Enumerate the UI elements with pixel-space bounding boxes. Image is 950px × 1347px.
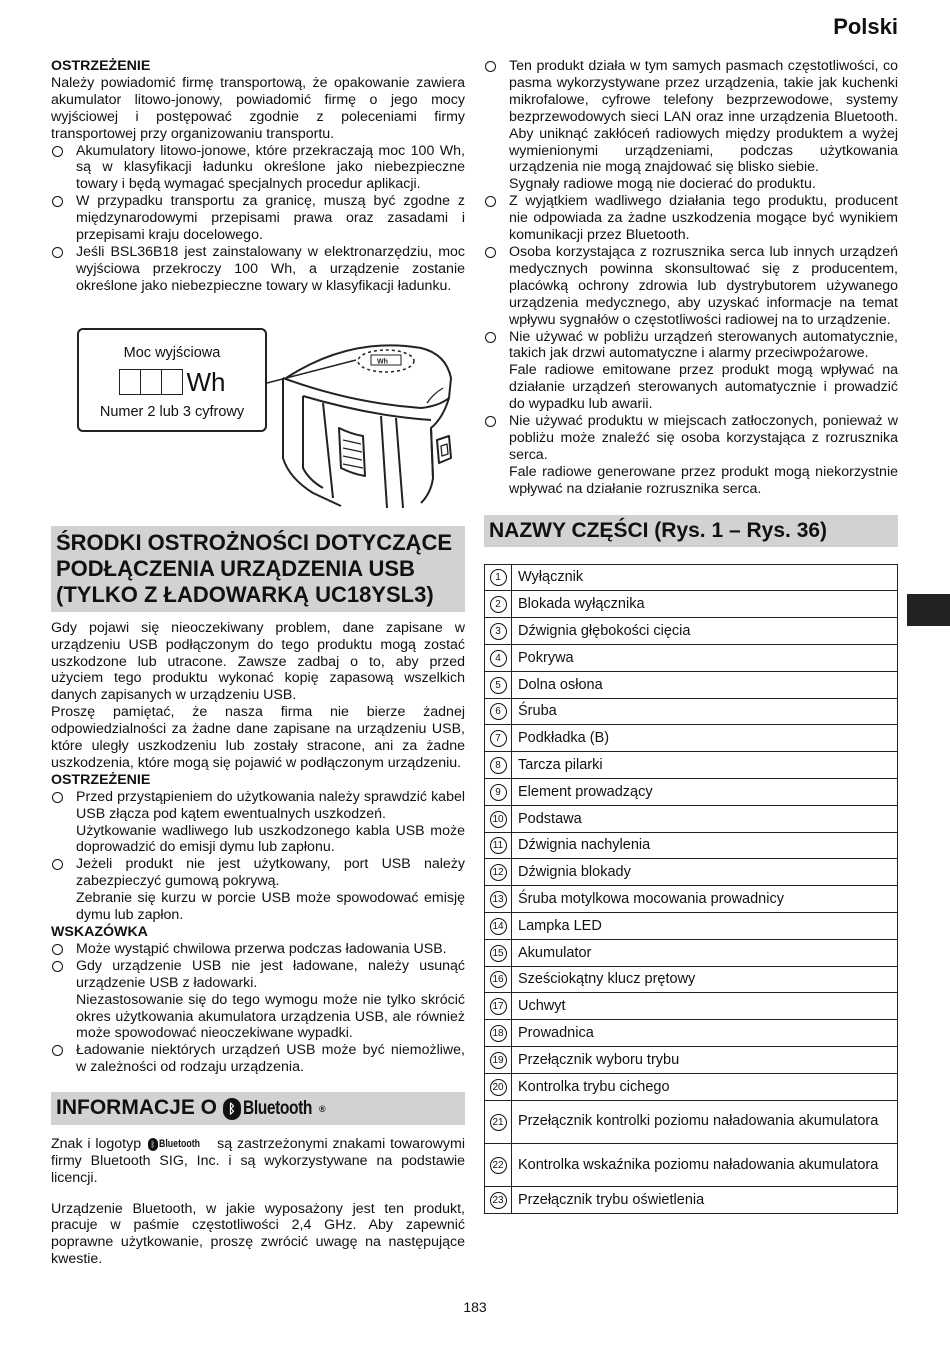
warning-intro: Należy powiadomić firmę transportową, że opakowanie zawiera akumulator litowo-jonowy, powiadomić firmę o jego mocy wyjściowej i postępować zgodnie z poleceniami firmy transportowej przy organizowaniu transportu. bbox=[51, 74, 465, 142]
usb-warning-title: OSTRZEŻENIE bbox=[51, 771, 151, 788]
bluetooth-logo-word: Bluetooth bbox=[242, 1097, 312, 1119]
bluetooth-icon: ᛒ bbox=[223, 1098, 241, 1120]
part-name: Blokada wyłącznika bbox=[512, 591, 898, 618]
table-row bbox=[485, 564, 898, 591]
battery-wh-mark-text: Wh bbox=[377, 358, 388, 366]
part-name: Przełącznik wyboru trybu bbox=[512, 1046, 898, 1073]
callout-caption: Numer 2 lub 3 cyfrowy bbox=[99, 403, 245, 420]
part-name: Prowadnica bbox=[512, 1020, 898, 1047]
part-number: 2 bbox=[490, 596, 507, 613]
language-label: Polski bbox=[833, 14, 898, 39]
bluetooth-inline-logo bbox=[148, 1136, 210, 1153]
usb-heading-line: PODŁĄCZENIA URZĄDZENIA USB bbox=[56, 555, 415, 581]
bluetooth-paragraph: Urządzenie Bluetooth, w jakie wyposażony jest ten produkt, pracuje w paśmie częstotliwości 2,4 GHz. Aby zapewnić poprawne użytkowanie, proszę zwrócić uwagę na następujące kwestie. bbox=[51, 1200, 465, 1268]
part-number: 11 bbox=[490, 837, 507, 854]
part-name: Kontrolka trybu cichego bbox=[512, 1073, 898, 1100]
digit-box bbox=[140, 369, 162, 395]
bluetooth-logo-word: Bluetooth bbox=[158, 1137, 201, 1150]
part-number: 14 bbox=[490, 918, 507, 935]
parts-section-heading: NAZWY CZĘŚCI (Rys. 1 – Rys. 36) bbox=[484, 515, 898, 547]
part-number-cell bbox=[485, 859, 512, 886]
table-row bbox=[485, 832, 898, 859]
table-row bbox=[485, 1100, 898, 1143]
battery-figure bbox=[51, 308, 465, 514]
table-row bbox=[485, 966, 898, 993]
part-number-cell bbox=[485, 832, 512, 859]
usb-warning-detail: Zebranie się kurzu w porcie USB może spowodować emisję dymu lub zapłon. bbox=[76, 890, 465, 924]
part-name: Sześciokątny klucz prętowy bbox=[512, 966, 898, 993]
bluetooth-bullet-detail: Sygnały radiowe mogą nie docierać do produktu. bbox=[509, 176, 816, 193]
part-number: 22 bbox=[490, 1157, 507, 1174]
table-row bbox=[485, 859, 898, 886]
warning-title: OSTRZEŻENIE bbox=[51, 58, 151, 74]
part-number-cell bbox=[485, 1020, 512, 1047]
part-name: Kontrolka wskaźnika poziomu naładowania akumulatora bbox=[512, 1143, 898, 1186]
page-number: 183 bbox=[463, 1299, 487, 1315]
part-number: 9 bbox=[490, 784, 507, 801]
battery-wh-mark bbox=[371, 355, 401, 366]
part-number-cell bbox=[485, 752, 512, 779]
part-name: Przełącznik trybu oświetlenia bbox=[512, 1187, 898, 1214]
part-name: Dźwignia nachylenia bbox=[512, 832, 898, 859]
part-number-cell bbox=[485, 725, 512, 752]
part-number: 17 bbox=[490, 998, 507, 1015]
part-number-cell bbox=[485, 1187, 512, 1214]
left-column bbox=[51, 58, 465, 1268]
part-name: Dolna osłona bbox=[512, 671, 898, 698]
table-row bbox=[485, 886, 898, 913]
bluetooth-section-heading bbox=[51, 1092, 465, 1124]
usb-note-title: WSKAZÓWKA bbox=[51, 924, 148, 940]
part-number: 6 bbox=[490, 703, 507, 720]
part-number-cell bbox=[485, 1100, 512, 1143]
table-row bbox=[485, 939, 898, 966]
bluetooth-paragraph bbox=[51, 1136, 465, 1187]
table-row bbox=[485, 671, 898, 698]
digit-box bbox=[161, 369, 183, 395]
digit-box bbox=[119, 369, 141, 395]
part-number: 12 bbox=[490, 864, 507, 881]
warning-bullet: W przypadku transportu za granicę, muszą być zgodne z międzynarodowymi przepisami prawa oraz zasadami i przepisami kraju docelowego. bbox=[51, 193, 465, 244]
part-number-cell bbox=[485, 939, 512, 966]
bluetooth-bullet: Ten produkt działa w tym samych pasmach częstotliwości, co pasma wykorzystywane przez urządzenia, takie jak kuchenki mikrofalowe, cyfrowe telefony bezprzewodowe, systemy bezprzewodowych sieci LAN oraz inne urządzenia Bluetooth. Aby uniknąć zakłóceń radiowych między produktem a wyżej wymienionymi urządzeniami, podczas użytkowania urządzenia nie mogą znajdować się blisko siebie. bbox=[484, 58, 898, 176]
part-name: Przełącznik kontrolki poziomu naładowania akumulatora bbox=[512, 1100, 898, 1143]
wh-digit-boxes bbox=[79, 368, 265, 396]
part-number: 8 bbox=[490, 757, 507, 774]
part-name: Tarcza pilarki bbox=[512, 752, 898, 779]
bluetooth-bullet: Nie używać w pobliżu urządzeń sterowanych automatycznie, takich jak drzwi automatyczne i alarmy przeciwpożarowe. bbox=[484, 329, 898, 363]
bluetooth-text: są zastrzeżonymi znakami towarowymi firmy Bluetooth SIG, Inc. i są wykorzystywane na podstawie licencji. bbox=[51, 1135, 465, 1186]
bluetooth-bullet: Nie używać produktu w miejscach zatłoczonych, ponieważ w pobliżu może znaleźć się osoba korzystająca z rozrusznika serca. bbox=[484, 413, 898, 464]
usb-note-detail: Niezastosowanie się do tego wymogu może nie tylko skrócić okres użytkowania akumulatora urządzenia USB, ale również może spowodować nieoczekiwane wypadki. bbox=[76, 991, 465, 1042]
bluetooth-text: Znak i logotyp bbox=[51, 1135, 142, 1152]
part-number: 3 bbox=[490, 623, 507, 640]
part-name: Pokrywa bbox=[512, 644, 898, 671]
parts-table bbox=[484, 564, 898, 1215]
table-row bbox=[485, 752, 898, 779]
part-name: Śruba bbox=[512, 698, 898, 725]
usb-warning-bullet: Przed przystąpieniem do użytkowania należy sprawdzić kabel USB złącza pod kątem ewentualnych uszkodzeń. bbox=[51, 789, 465, 823]
bluetooth-bullet: Osoba korzystająca z rozrusznika serca lub innych urządzeń medycznych powinna skonsultować się z producentem, placówką ochrony zdrowia lub dystrybutorem używanego urządzenia medycznego, aby uzyskać informacje na temat wpływu sygnałów o częstotliwości radiowej na to urządzenie. bbox=[484, 244, 898, 329]
part-name: Akumulator bbox=[512, 939, 898, 966]
part-number-cell bbox=[485, 912, 512, 939]
usb-note-bullet: Ładowanie niektórych urządzeń USB może być niemożliwe, w zależności od rodzaju urządzenia. bbox=[51, 1042, 465, 1076]
usb-section-heading bbox=[51, 526, 465, 612]
part-name: Lampka LED bbox=[512, 912, 898, 939]
bluetooth-bullet-detail: Fale radiowe generowane przez produkt mogą niekorzystnie wpływać na działanie rozrusznika serca. bbox=[509, 463, 898, 497]
part-number-cell bbox=[485, 805, 512, 832]
part-number-cell bbox=[485, 886, 512, 913]
part-name: Śruba motylkowa mocowania prowadnicy bbox=[512, 886, 898, 913]
usb-heading-line: (TYLKO Z ŁADOWARKĄ UC18YSL3) bbox=[56, 581, 434, 607]
usb-warning-bullet: Jeżeli produkt nie jest użytkowany, port USB należy zabezpieczyć gumową pokrywą. bbox=[51, 856, 465, 890]
part-number: 19 bbox=[490, 1052, 507, 1069]
bluetooth-bullet: Z wyjątkiem wadliwego działania tego produktu, producent nie odpowiada za żadne uszkodzenia mogące być wynikiem komunikacji przez Bluetooth. bbox=[484, 193, 898, 244]
part-number: 13 bbox=[490, 891, 507, 908]
right-column bbox=[484, 58, 898, 1214]
part-name: Uchwyt bbox=[512, 993, 898, 1020]
part-number: 18 bbox=[490, 1025, 507, 1042]
table-row bbox=[485, 644, 898, 671]
table-row bbox=[485, 778, 898, 805]
part-number: 10 bbox=[490, 811, 507, 828]
part-number: 15 bbox=[490, 945, 507, 962]
table-row bbox=[485, 805, 898, 832]
part-number: 7 bbox=[490, 730, 507, 747]
usb-paragraph: Proszę pamiętać, że nasza firma nie bierze żadnej odpowiedzialności za żadne dane zapisane na urządzeniu USB, które uległy uszkodzeniu lub zostały stracone, ani za żadne uszkodzenia, które mogą się pojawić w podłączonym urządzeniu. bbox=[51, 704, 465, 771]
table-row bbox=[485, 1187, 898, 1214]
table-row bbox=[485, 698, 898, 725]
part-number: 20 bbox=[490, 1079, 507, 1096]
part-number-cell bbox=[485, 671, 512, 698]
bluetooth-icon: ᛒ bbox=[148, 1138, 158, 1151]
part-number: 21 bbox=[490, 1114, 507, 1131]
callout-title: Moc wyjściowa bbox=[123, 344, 221, 361]
table-row bbox=[485, 1143, 898, 1186]
part-number: 1 bbox=[490, 569, 507, 586]
warning-bullet: Jeśli BSL36B18 jest zainstalowany w elektronarzędziu, moc wyjściowa przekroczy 100 Wh, a urządzenie zostanie określone jako niebezpieczne towary w klasyfikacji ładunku. bbox=[51, 244, 465, 295]
usb-note-bullet: Gdy urządzenie USB nie jest ładowane, należy usunąć urządzenie USB z ładowarki. bbox=[51, 958, 465, 992]
part-number-cell bbox=[485, 644, 512, 671]
usb-paragraph: Gdy pojawi się nieoczekiwany problem, dane zapisane w urządzeniu USB podłączonym do tego produktu mogą zostać uszkodzone lub utracone. Zawsze zadbaj o to, aby przed użyciem tego produktu wykonać kopię zapasową wszelkich danych zapisanych w urządzeniu USB. bbox=[51, 619, 465, 704]
part-number-cell bbox=[485, 564, 512, 591]
part-name: Element prowadzący bbox=[512, 778, 898, 805]
usb-heading-line: ŚRODKI OSTROŻNOŚCI DOTYCZĄCE bbox=[56, 529, 453, 555]
part-number-cell bbox=[485, 1143, 512, 1186]
part-name: Dźwignia blokady bbox=[512, 859, 898, 886]
table-row bbox=[485, 1020, 898, 1047]
warning-bullet: Akumulatory litowo-jonowe, które przekraczają moc 100 Wh, są w klasyfikacji ładunku określone jako niebezpieczne towary i będą wymagać specjalnych procedur aplikacji. bbox=[51, 143, 465, 194]
table-row bbox=[485, 618, 898, 645]
output-power-callout bbox=[77, 328, 267, 432]
part-number: 16 bbox=[490, 971, 507, 988]
part-number: 4 bbox=[490, 650, 507, 667]
usb-warning-detail: Użytkowanie wadliwego lub uszkodzonego kabla USB może doprowadzić do emisji dymu lub zapłonu. bbox=[76, 822, 465, 856]
part-name: Podkładka (B) bbox=[512, 725, 898, 752]
part-name: Podstawa bbox=[512, 805, 898, 832]
table-row bbox=[485, 993, 898, 1020]
part-number-cell bbox=[485, 591, 512, 618]
part-number-cell bbox=[485, 778, 512, 805]
part-name: Wyłącznik bbox=[512, 564, 898, 591]
table-row bbox=[485, 912, 898, 939]
part-number-cell bbox=[485, 1073, 512, 1100]
part-number: 23 bbox=[490, 1192, 507, 1209]
registered-mark: ® bbox=[319, 1103, 326, 1114]
part-name: Dźwignia głębokości cięcia bbox=[512, 618, 898, 645]
table-row bbox=[485, 1046, 898, 1073]
part-number-cell bbox=[485, 1046, 512, 1073]
part-number-cell bbox=[485, 993, 512, 1020]
section-tab-marker bbox=[907, 594, 950, 626]
part-number: 5 bbox=[490, 677, 507, 694]
table-row bbox=[485, 725, 898, 752]
wh-unit: Wh bbox=[186, 366, 226, 397]
table-row bbox=[485, 591, 898, 618]
part-number-cell bbox=[485, 618, 512, 645]
part-number-cell bbox=[485, 966, 512, 993]
bluetooth-heading-text: INFORMACJE O bbox=[56, 1096, 218, 1120]
bluetooth-logo bbox=[223, 1096, 326, 1122]
bluetooth-bullet-detail: Fale radiowe emitowane przez produkt mogą wpływać na działanie urządzeń sterowanych automatycznie i prowadzić do wypadku lub awarii. bbox=[509, 362, 898, 413]
usb-note-bullet: Może wystąpić chwilowa przerwa podczas ładowania USB. bbox=[51, 941, 465, 958]
table-row bbox=[485, 1073, 898, 1100]
part-number-cell bbox=[485, 698, 512, 725]
